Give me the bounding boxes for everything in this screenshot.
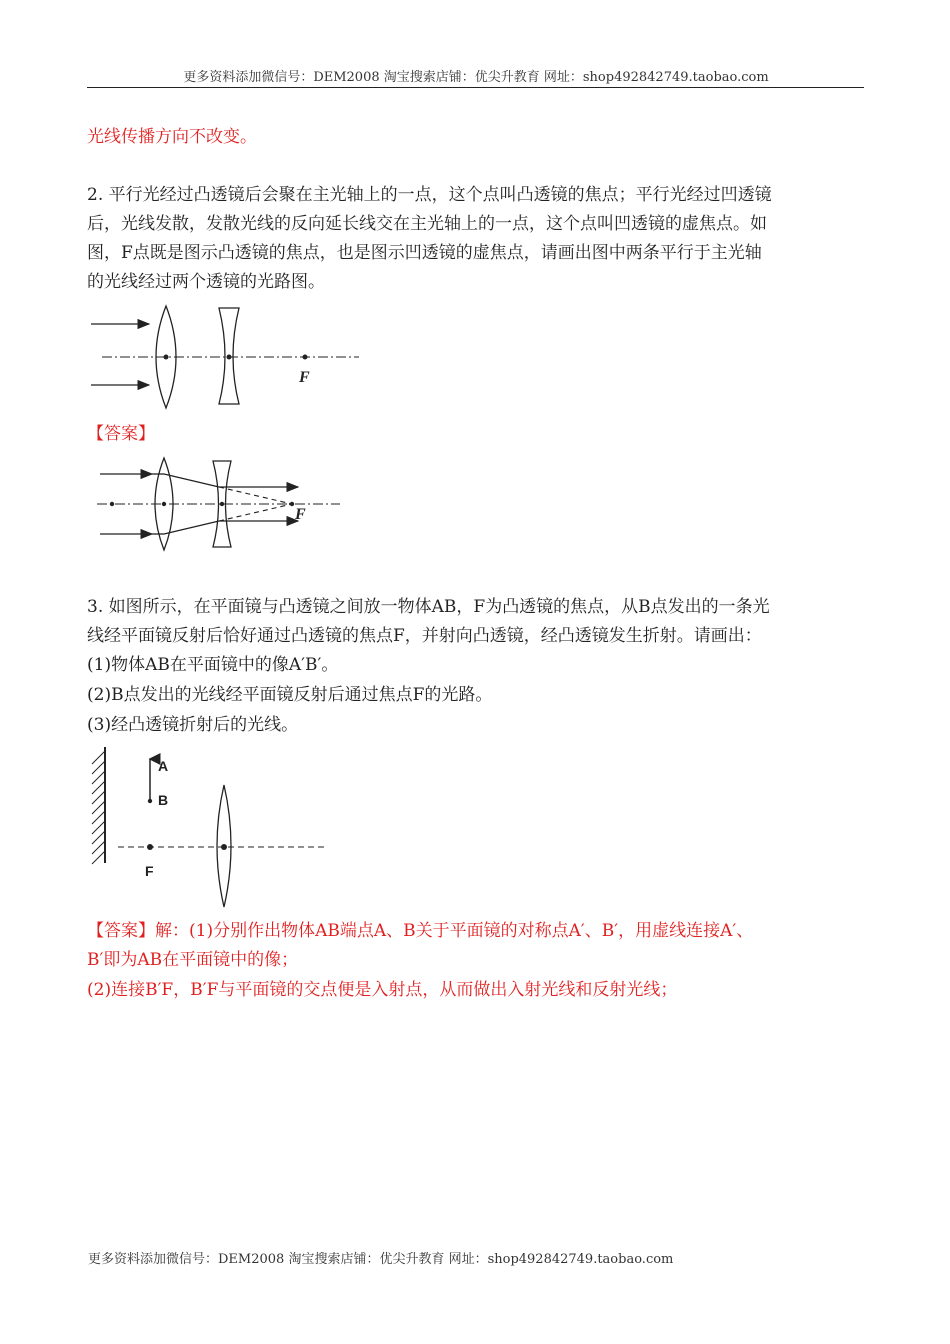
- q2-answer-label: 【答案】: [87, 424, 155, 444]
- q2-line-2: 后，光线发散，发散光线的反向延长线交在主光轴上的一点，这个点叫凹透镜的虚焦点。如: [87, 214, 767, 234]
- intro-text: 光线传播方向不改变。: [87, 127, 257, 147]
- mirror-hatching: [92, 751, 105, 864]
- label-f: F: [145, 863, 154, 879]
- page-footer: 更多资料添加微信号：DEM2008 淘宝搜索店铺：优尖升教育 网址：shop492842749.taobao.com: [88, 1252, 674, 1267]
- concave-lens-center: [227, 355, 232, 360]
- q3-answer-line-3: (2)连接B′F，B′F与平面镜的交点便是入射点，从而做出入射光线和反射光线；: [87, 980, 678, 1000]
- q2-question-figure: [87, 300, 367, 415]
- q3-answer-line-2: B′即为AB在平面镜中的像；: [87, 950, 299, 970]
- convex-lens-center: [164, 355, 169, 360]
- ray-top-converging: [164, 474, 219, 487]
- label-b: B: [158, 792, 169, 808]
- concave-lens-center: [220, 502, 224, 506]
- q2-answer-figure: [92, 455, 347, 553]
- ray-top-extension: [219, 487, 292, 504]
- q3-line-2: 线经平面镜反射后恰好通过凸透镜的焦点F，并射向凸透镜，经凸透镜发生折射。请画出：: [87, 626, 762, 646]
- convex-lens-center: [162, 502, 166, 506]
- lens-center: [221, 844, 227, 850]
- focus-label: F: [295, 506, 306, 523]
- q3-figure: [88, 745, 333, 910]
- q3-line-5: (3)经凸透镜折射后的光线。: [87, 715, 299, 735]
- left-focus-point: [110, 502, 114, 506]
- q2-line-1: 2. 平行光经过凸透镜后会聚在主光轴上的一点，这个点叫凸透镜的焦点；平行光经过凹透镜: [87, 185, 772, 205]
- ray-bottom-extension: [219, 504, 292, 521]
- header-divider: [87, 87, 864, 88]
- focus-point: [303, 355, 308, 360]
- q3-line-3: (1)物体AB在平面镜中的像A′B′。: [87, 655, 339, 675]
- page-header: 更多资料添加微信号：DEM2008 淘宝搜索店铺：优尖升教育 网址：shop492842749.taobao.com: [183, 70, 769, 85]
- label-a: A: [158, 758, 169, 774]
- focus-label: F: [299, 369, 310, 386]
- q3-line-1: 3. 如图所示，在平面镜与凸透镜之间放一物体AB，F为凸透镜的焦点，从B点发出的一条光: [87, 597, 770, 617]
- ray-bottom-converging: [164, 521, 219, 534]
- focus-point: [147, 844, 153, 850]
- q3-answer-line-1: 【答案】解：(1)分别作出物体AB端点A、B关于平面镜的对称点A′、B′，用虚线连接A′、: [87, 921, 754, 941]
- point-b: [148, 799, 152, 803]
- focus-point: [290, 502, 294, 506]
- q2-line-4: 的光线经过两个透镜的光路图。: [87, 272, 325, 292]
- q3-line-4: (2)B点发出的光线经平面镜反射后通过焦点F的光路。: [87, 685, 493, 705]
- q2-line-3: 图，F点既是图示凸透镜的焦点，也是图示凹透镜的虚焦点，请画出图中两条平行于主光轴: [87, 243, 762, 263]
